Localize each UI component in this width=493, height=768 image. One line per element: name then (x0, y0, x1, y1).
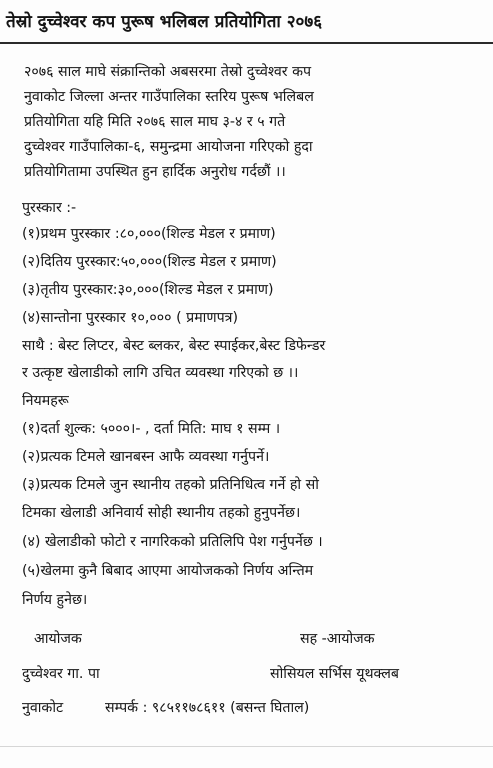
prize-extra-line: र उत्कृष्ट खेलाडीको लागि उचित व्यवस्था गरिएको छ ।। (22, 365, 299, 381)
intro-line: दुच्वेश्वर गाउँपालिका-६, समुन्द्रमा आयोजना गरिएको हुदा (24, 139, 313, 155)
rules-heading: नियमहरू (22, 393, 69, 409)
intro-line: प्रतियोगितामा उपस्थित हुन हार्दिक अनुरोध गर्दछौं ।। (24, 164, 286, 180)
title-bar (0, 0, 493, 44)
organizer-name: दुच्वेश्वर गा. पा (22, 666, 100, 682)
intro-line: प्रतियोगिता यहि मिति २०७६ साल माघ ३-४ र ५ गते (24, 114, 286, 130)
bottom-divider (0, 746, 493, 747)
prizes-heading: पुरस्कार :- (22, 200, 77, 216)
intro-line: २०७६ साल माघे संक्रान्तिको अबसरमा तेस्रो दुच्वेश्वर कप (24, 64, 312, 80)
contact-info: सम्पर्क : ९८५११७८६११ (बसन्त घिताल) (105, 700, 310, 716)
rule-item: (५)खेलमा कुनै बिबाद आएमा आयोजकको निर्णय अन्तिम (22, 563, 314, 579)
organizer-label: आयोजक (34, 631, 82, 647)
co-organizer-label: सह -आयोजक (300, 631, 375, 647)
prize-extra-line: साथै : बेस्ट लिप्टर, बेस्ट ब्लकर, बेस्ट स्पाईकर,बेस्ट डिफेन्डर (22, 338, 326, 354)
rule-item: (४) खेलाडीको फोटो र नागरिकको प्रतिलिपि पेश गर्नुपर्नेछ । (22, 534, 323, 550)
prize-item: (४)सान्तोना पुरस्कार १०,००० ( प्रमाणपत्र) (22, 310, 239, 326)
intro-paragraph (24, 60, 484, 185)
rule-item: निर्णय हुनेछ। (22, 592, 88, 608)
prize-item: (१)प्रथम पुरस्कार :८०,०००(शिल्ड मेडल र प्रमाण) (22, 226, 276, 242)
intro-line: नुवाकोट जिल्ला अन्तर गाउँपालिका स्तरिय पुरूष भलिबल (24, 89, 314, 105)
rule-item: (२)प्रत्यक टिमले खानबस्न आफै व्यवस्था गर्नुपर्ने। (22, 449, 270, 465)
prize-item: (३)तृतीय पुरस्कार:३०,०००(शिल्ड मेडल र प्रमाण) (22, 282, 274, 298)
page-title: तेस्रो दुच्वेश्वर कप पुरूष भलिबल प्रतियोगिता २०७६ (6, 12, 323, 32)
organizer-location: नुवाकोट (22, 700, 64, 716)
rule-item: (१)दर्ता शुल्क: ५०००।- , दर्ता मिति: माघ १ सम्म । (22, 421, 281, 437)
co-organizer-name: सोसियल सर्भिस यूथक्लब (270, 666, 399, 682)
rule-item: टिमका खेलाडी अनिवार्य सोही स्थानीय तहको हुनुपर्नेछ। (22, 505, 301, 521)
prize-item: (२)दितिय पुरस्कार:५०,०००(शिल्ड मेडल र प्रमाण) (22, 254, 277, 270)
rule-item: (३)प्रत्यक टिमले जुन स्थानीय तहको प्रतिनिधित्व गर्ने हो सो (22, 477, 319, 493)
